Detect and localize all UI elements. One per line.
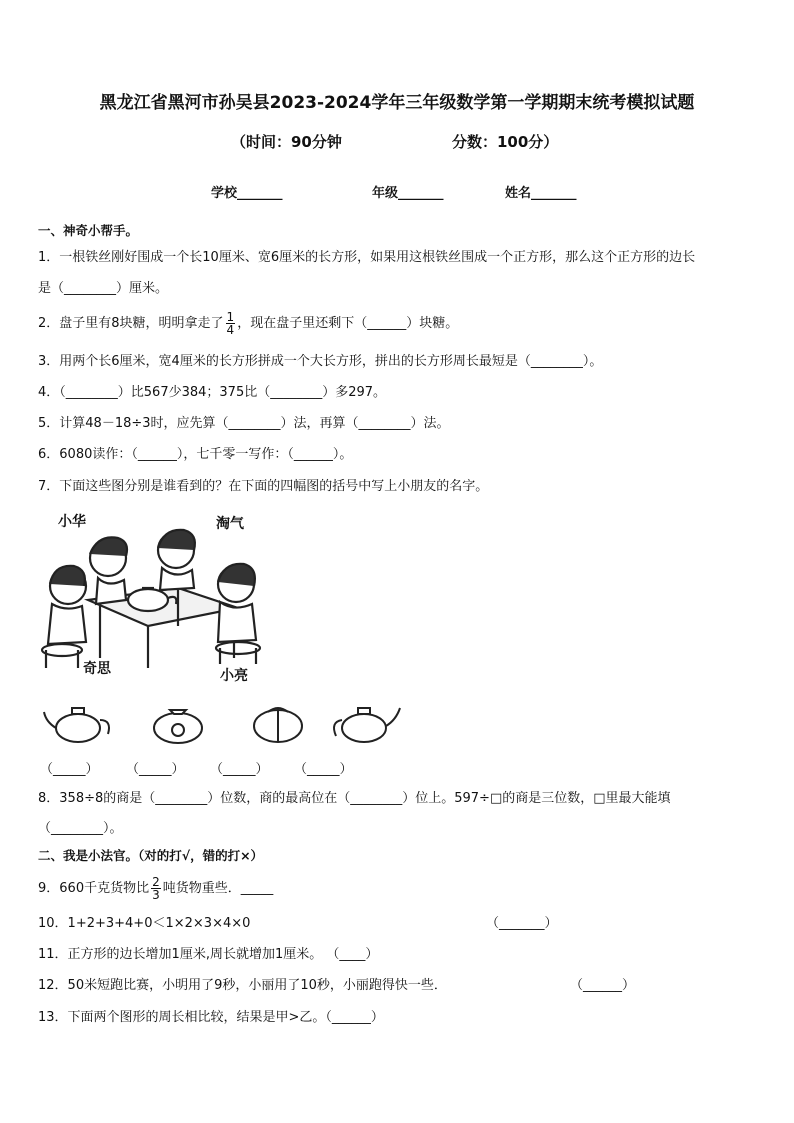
exam-time: （时间：90分钟: [231, 133, 342, 151]
question-12-blank[interactable]: （______）: [570, 978, 636, 993]
question-11: 11．正方形的边长增加1厘米,周长就增加1厘米。 （____）: [38, 947, 379, 962]
question-10-blank[interactable]: （_______）: [486, 916, 558, 931]
teapot-side-left-icon: [42, 700, 114, 746]
teapot-view-4: [330, 700, 402, 746]
school-field[interactable]: 学校_______: [211, 186, 283, 201]
teapot-back-icon: [242, 700, 314, 746]
question-4: 4．（________）比567少384；375比（________）多297。: [38, 385, 387, 400]
kid-name-taoqi: 淘气: [216, 516, 244, 532]
question-3: 3．用两个长6厘米，宽4厘米的长方形拼成一个大长方形，拼出的长方形周长最短是（________）。: [38, 354, 603, 369]
teapot-view-3: [242, 700, 314, 746]
teapot-view-2: [142, 700, 214, 746]
section-1-heading: 一、神奇小帮手。: [38, 223, 139, 238]
question-9-post: 吨货物重些．_____: [162, 881, 274, 896]
fraction-two-thirds: $\frac{2}{3}$: [152, 875, 160, 902]
question-1-line-2: 是（________）厘米。: [38, 281, 169, 296]
teapot-answer-1[interactable]: （_____）: [40, 762, 99, 777]
question-2: [38, 311, 458, 336]
kid-name-xiaoliang: 小亮: [220, 668, 248, 684]
teapot-answer-3[interactable]: （_____）: [210, 762, 269, 777]
question-10: 10．1+2+3+4+0＜1×2×3×4×0: [38, 916, 251, 931]
kids-table-illustration: [38, 508, 278, 688]
question-13: 13．下面两个图形的周长相比较，结果是甲>乙。（______）: [38, 1010, 384, 1025]
question-8-line-1: 8．358÷8的商是（________）位数，商的最高位在（________）位上。597÷□的商是三位数，□里最大能填: [38, 791, 671, 806]
name-field[interactable]: 姓名_______: [505, 186, 577, 201]
question-12: 12．50米短跑比赛，小明用了9秒，小丽用了10秒，小丽跑得快一些．: [38, 978, 447, 993]
question-6: 6．6080读作：（______），七千零一写作：（______）。: [38, 447, 353, 462]
grade-field[interactable]: 年级_______: [372, 186, 444, 201]
teapot-answer-4[interactable]: （_____）: [294, 762, 353, 777]
question-8-line-2: （________）。: [38, 821, 123, 836]
fraction-one-quarter: $\frac{1}{4}$: [226, 310, 235, 337]
question-2-post: ，现在盘子里还剩下（______）块糖。: [237, 316, 459, 331]
section-2-heading: 二、我是小法官。（对的打√，错的打×）: [38, 848, 264, 863]
exam-score: 分数：100分）: [452, 133, 559, 151]
question-2-pre: 2．盘子里有8块糖，明明拿走了: [38, 316, 224, 331]
question-5: 5．计算48－18÷3时，应先算（________）法，再算（________）法。: [38, 416, 450, 431]
kid-name-qisi: 奇思: [83, 661, 111, 677]
question-9: [38, 876, 273, 901]
question-9-pre: 9．660千克货物比: [38, 881, 150, 896]
teapot-side-right-icon: [330, 700, 402, 746]
teapot-answer-2[interactable]: （_____）: [126, 762, 185, 777]
exam-title: 黑龙江省黑河市孙吴县2023-2024学年三年级数学第一学期期末统考模拟试题: [99, 93, 695, 113]
teapot-view-1: [42, 700, 114, 746]
kid-name-xiaohua: 小华: [58, 514, 86, 530]
question-1-line-1: 1．一根铁丝刚好围成一个长10厘米、宽6厘米的长方形，如果用这根铁丝围成一个正方形，那么这个正方形的边长: [38, 250, 696, 265]
kids-table-drawing: [38, 508, 278, 688]
question-7: 7．下面这些图分别是谁看到的？在下面的四幅图的括号中写上小朋友的名字。: [38, 479, 489, 494]
teapot-front-icon: [142, 700, 214, 746]
